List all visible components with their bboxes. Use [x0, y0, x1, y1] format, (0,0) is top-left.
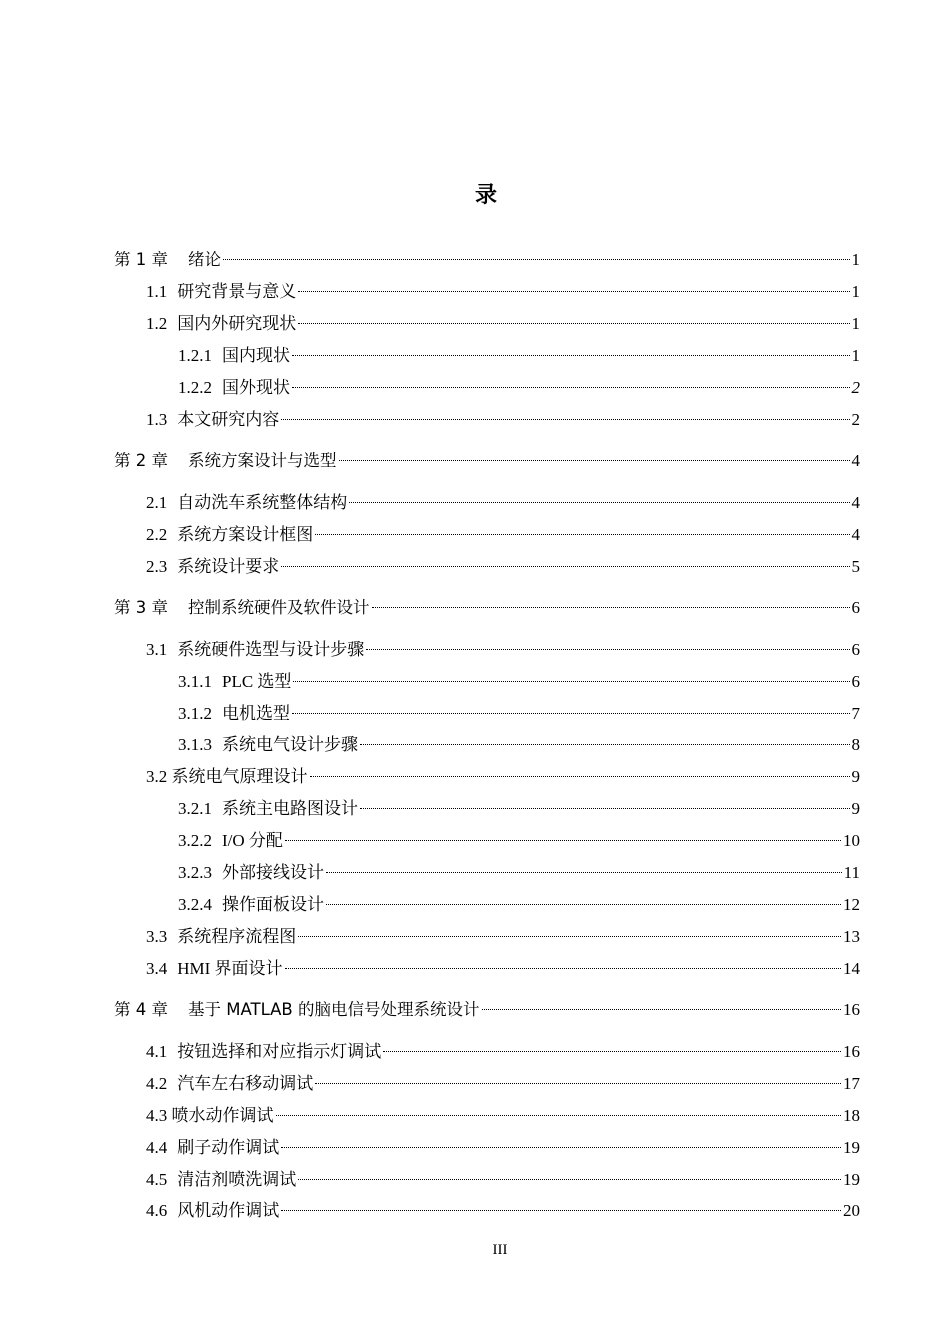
toc-entry-label — [146, 1167, 296, 1193]
toc-entry-page: 2 — [851, 410, 860, 429]
toc-entry-number: 1.2.1 — [178, 346, 212, 365]
toc-entry-page: 19 — [843, 1138, 860, 1157]
toc-entry-label — [178, 732, 358, 758]
toc-entry-number: 1.2.2 — [178, 378, 212, 397]
toc-entry-label — [146, 1135, 279, 1161]
toc-chapter-entry[interactable] — [114, 595, 860, 621]
toc-entry-label — [146, 490, 347, 516]
toc-entry-label — [178, 343, 290, 369]
toc-entry-title: 外部接线设计 — [222, 863, 324, 882]
toc-dot-leader — [372, 607, 850, 608]
toc-entry-number: 3.2.2 — [178, 831, 212, 850]
toc-dot-leader — [298, 291, 849, 292]
toc-section-entry[interactable] — [146, 1103, 860, 1129]
toc-entry-page: 1 — [851, 282, 860, 301]
toc-entry-page: 7 — [851, 704, 860, 723]
toc-section-entry[interactable] — [178, 669, 860, 695]
toc-section-entry[interactable] — [178, 701, 860, 727]
toc-entry-label — [146, 924, 296, 950]
toc-entry-page: 20 — [843, 1201, 860, 1220]
toc-section-entry[interactable] — [146, 1039, 860, 1065]
toc-entry-title: 操作面板设计 — [222, 895, 324, 914]
toc-entry-label — [146, 1071, 313, 1097]
toc-dot-leader — [315, 1083, 841, 1084]
toc-entry-title: HMI 界面设计 — [177, 959, 283, 978]
toc-entry-title: 清洁剂喷洗调试 — [177, 1170, 297, 1189]
toc-entry-page: 9 — [851, 767, 860, 786]
toc-entry-label — [146, 1103, 274, 1129]
toc-entry-title: 基于 MATLAB 的脑电信号处理系统设计 — [188, 1000, 480, 1019]
toc-chapter-entry[interactable] — [114, 247, 860, 273]
toc-entry-page: 1 — [851, 346, 860, 365]
toc-entry-number: 3.1 — [146, 640, 168, 659]
toc-entry-number: 3.2.4 — [178, 895, 212, 914]
toc-section-entry[interactable] — [146, 1167, 860, 1193]
toc-entry-title: 系统电气设计步骤 — [222, 735, 358, 754]
toc-entry-page: 4 — [851, 525, 860, 544]
toc-dot-leader — [281, 1147, 841, 1148]
toc-entry-number: 3.3 — [146, 927, 168, 946]
toc-entry-page: 4 — [851, 493, 860, 512]
toc-section-entry[interactable] — [178, 860, 860, 886]
toc-entry-label — [146, 407, 279, 433]
toc-dot-leader — [281, 566, 849, 567]
toc-entry-page: 17 — [843, 1074, 860, 1093]
toc-entry-title: 研究背景与意义 — [177, 282, 297, 301]
toc-entry-label — [178, 892, 324, 918]
toc-entry-page: 8 — [851, 735, 860, 754]
toc-section-entry[interactable] — [146, 924, 860, 950]
toc-entry-label — [146, 311, 296, 337]
toc-chapter-entry[interactable] — [114, 997, 860, 1023]
toc-entry-number: 第 2 章 — [114, 451, 168, 470]
toc-dot-leader — [315, 534, 849, 535]
toc-section-entry[interactable] — [178, 828, 860, 854]
toc-section-entry[interactable] — [146, 279, 860, 305]
toc-entry-number: 3.2.3 — [178, 863, 212, 882]
toc-entry-number: 4.6 — [146, 1201, 168, 1220]
toc-entry-label — [114, 595, 370, 621]
toc-entry-title: 4.3 喷水动作调试 — [146, 1106, 274, 1125]
toc-section-entry[interactable] — [146, 637, 860, 663]
toc-section-entry[interactable] — [178, 796, 860, 822]
toc-entry-number: 4.2 — [146, 1074, 168, 1093]
toc-dot-leader — [366, 649, 849, 650]
toc-entry-number: 3.1.3 — [178, 735, 212, 754]
toc-dot-leader — [285, 840, 841, 841]
toc-section-entry[interactable] — [178, 892, 860, 918]
toc-entry-number: 3.1.2 — [178, 704, 212, 723]
toc-dot-leader — [349, 502, 849, 503]
toc-entry-number: 4.5 — [146, 1170, 168, 1189]
toc-entry-page: 5 — [851, 557, 860, 576]
toc-section-entry[interactable] — [178, 375, 860, 401]
toc-entry-label — [178, 375, 290, 401]
toc-entry-page: 13 — [843, 927, 860, 946]
toc-entry-label — [178, 828, 283, 854]
toc-entry-number: 4.1 — [146, 1042, 168, 1061]
toc-entry-label — [146, 956, 283, 982]
toc-entry-title: 电机选型 — [222, 704, 290, 723]
toc-entry-page: 14 — [843, 959, 860, 978]
toc-dot-leader — [292, 355, 850, 356]
toc-entry-title: 系统主电路图设计 — [222, 799, 358, 818]
toc-dot-leader — [326, 904, 841, 905]
toc-entry-page: 12 — [843, 895, 860, 914]
toc-entry-number: 3.2.1 — [178, 799, 212, 818]
toc-entry-number: 2.3 — [146, 557, 168, 576]
toc-entry-label — [146, 554, 279, 580]
toc-entry-title: 本文研究内容 — [177, 410, 280, 429]
toc-dot-leader — [360, 744, 850, 745]
page-title: 录 — [474, 183, 497, 208]
toc-entry-page: 6 — [851, 598, 860, 617]
toc-entry-number: 3.1.1 — [178, 672, 212, 691]
toc-entry-title: 风机动作调试 — [177, 1201, 280, 1220]
toc-entry-number: 3.4 — [146, 959, 168, 978]
toc-section-entry[interactable] — [178, 343, 860, 369]
toc-entry-page: 19 — [843, 1170, 860, 1189]
toc-entry-label — [146, 637, 364, 663]
toc-section-entry[interactable] — [178, 732, 860, 758]
toc-dot-leader — [339, 460, 850, 461]
toc-entry-title: 控制系统硬件及软件设计 — [188, 598, 370, 617]
toc-entry-number: 2.2 — [146, 525, 168, 544]
toc-entry-page: 10 — [843, 831, 860, 850]
toc-entry-number: 1.3 — [146, 410, 168, 429]
toc-dot-leader — [285, 968, 841, 969]
toc-entry-page: 6 — [851, 640, 860, 659]
toc-entry-title: 绪论 — [188, 250, 221, 269]
toc-entry-page: 4 — [851, 451, 860, 470]
toc-entry-label — [146, 764, 308, 790]
toc-entry-page: 6 — [851, 672, 860, 691]
toc-section-entry[interactable] — [146, 522, 860, 548]
toc-chapter-entry[interactable] — [114, 448, 860, 474]
toc-dot-leader — [298, 1179, 841, 1180]
toc-entry-number: 1.1 — [146, 282, 168, 301]
toc-entry-title: 汽车左右移动调试 — [177, 1074, 314, 1093]
toc-entry-title: 系统硬件选型与设计步骤 — [177, 640, 365, 659]
toc-entry-page: 16 — [843, 1042, 860, 1061]
toc-section-entry[interactable] — [146, 1198, 860, 1224]
toc-entry-page: 18 — [843, 1106, 860, 1125]
toc-entry-title: 系统方案设计框图 — [177, 525, 314, 544]
toc-dot-leader — [298, 323, 849, 324]
toc-entry-title: 系统方案设计与选型 — [188, 451, 337, 470]
toc-entry-number: 第 4 章 — [114, 1000, 168, 1019]
toc-dot-leader — [360, 808, 850, 809]
toc-entry-title: 国内外研究现状 — [177, 314, 297, 333]
toc-entry-page: 9 — [851, 799, 860, 818]
toc-section-entry[interactable] — [146, 490, 860, 516]
toc-dot-leader — [292, 387, 850, 388]
toc-section-entry[interactable] — [146, 554, 860, 580]
toc-section-entry[interactable] — [146, 956, 860, 982]
toc-entry-title: PLC 选型 — [222, 672, 292, 691]
toc-dot-leader — [281, 419, 849, 420]
toc-entry-label — [146, 279, 296, 305]
toc-entry-number: 第 1 章 — [114, 250, 168, 269]
toc-entry-label — [178, 669, 291, 695]
toc-entry-page: 1 — [851, 250, 860, 269]
toc-dot-leader — [383, 1051, 841, 1052]
toc-dot-leader — [223, 259, 850, 260]
toc-entry-label — [178, 860, 324, 886]
toc-dot-leader — [482, 1009, 842, 1010]
toc-entry-label — [146, 522, 313, 548]
toc-entry-title: 3.2 系统电气原理设计 — [146, 767, 308, 786]
page-number-footer: III — [492, 1242, 508, 1258]
toc-entry-label — [178, 701, 290, 727]
toc-section-entry[interactable] — [146, 407, 860, 433]
toc-section-entry[interactable] — [146, 764, 860, 790]
toc-entry-title: 系统程序流程图 — [177, 927, 297, 946]
toc-entry-number: 第 3 章 — [114, 598, 168, 617]
toc-entry-label — [146, 1039, 381, 1065]
toc-dot-leader — [276, 1115, 842, 1116]
toc-entry-title: 系统设计要求 — [177, 557, 280, 576]
toc-dot-leader — [310, 776, 850, 777]
toc-dot-leader — [298, 936, 841, 937]
toc-entry-label — [146, 1198, 279, 1224]
toc-section-entry[interactable] — [146, 1135, 860, 1161]
toc-entry-page: 2 — [851, 378, 860, 397]
toc-dot-leader — [292, 713, 850, 714]
toc-entry-title: 国外现状 — [222, 378, 290, 397]
toc-section-entry[interactable] — [146, 1071, 860, 1097]
toc-dot-leader — [281, 1210, 841, 1211]
toc-section-entry[interactable] — [146, 311, 860, 337]
toc-entry-number: 2.1 — [146, 493, 168, 512]
toc-entry-page: 1 — [851, 314, 860, 333]
toc-entry-label — [114, 247, 221, 273]
toc-dot-leader — [326, 872, 842, 873]
toc-entry-label — [114, 997, 480, 1023]
toc-entry-number: 4.4 — [146, 1138, 168, 1157]
toc-entry-number: 1.2 — [146, 314, 168, 333]
toc-entry-page: 11 — [843, 863, 860, 882]
toc-entry-page: 16 — [843, 1000, 860, 1019]
toc-entry-title: I/O 分配 — [222, 831, 283, 850]
toc-entry-title: 国内现状 — [222, 346, 290, 365]
toc-entry-label — [114, 448, 337, 474]
toc-entry-label — [178, 796, 358, 822]
toc-entry-title: 自动洗车系统整体结构 — [177, 493, 348, 512]
toc-entry-title: 按钮选择和对应指示灯调试 — [177, 1042, 382, 1061]
toc-entry-title: 刷子动作调试 — [177, 1138, 280, 1157]
toc-dot-leader — [293, 681, 849, 682]
